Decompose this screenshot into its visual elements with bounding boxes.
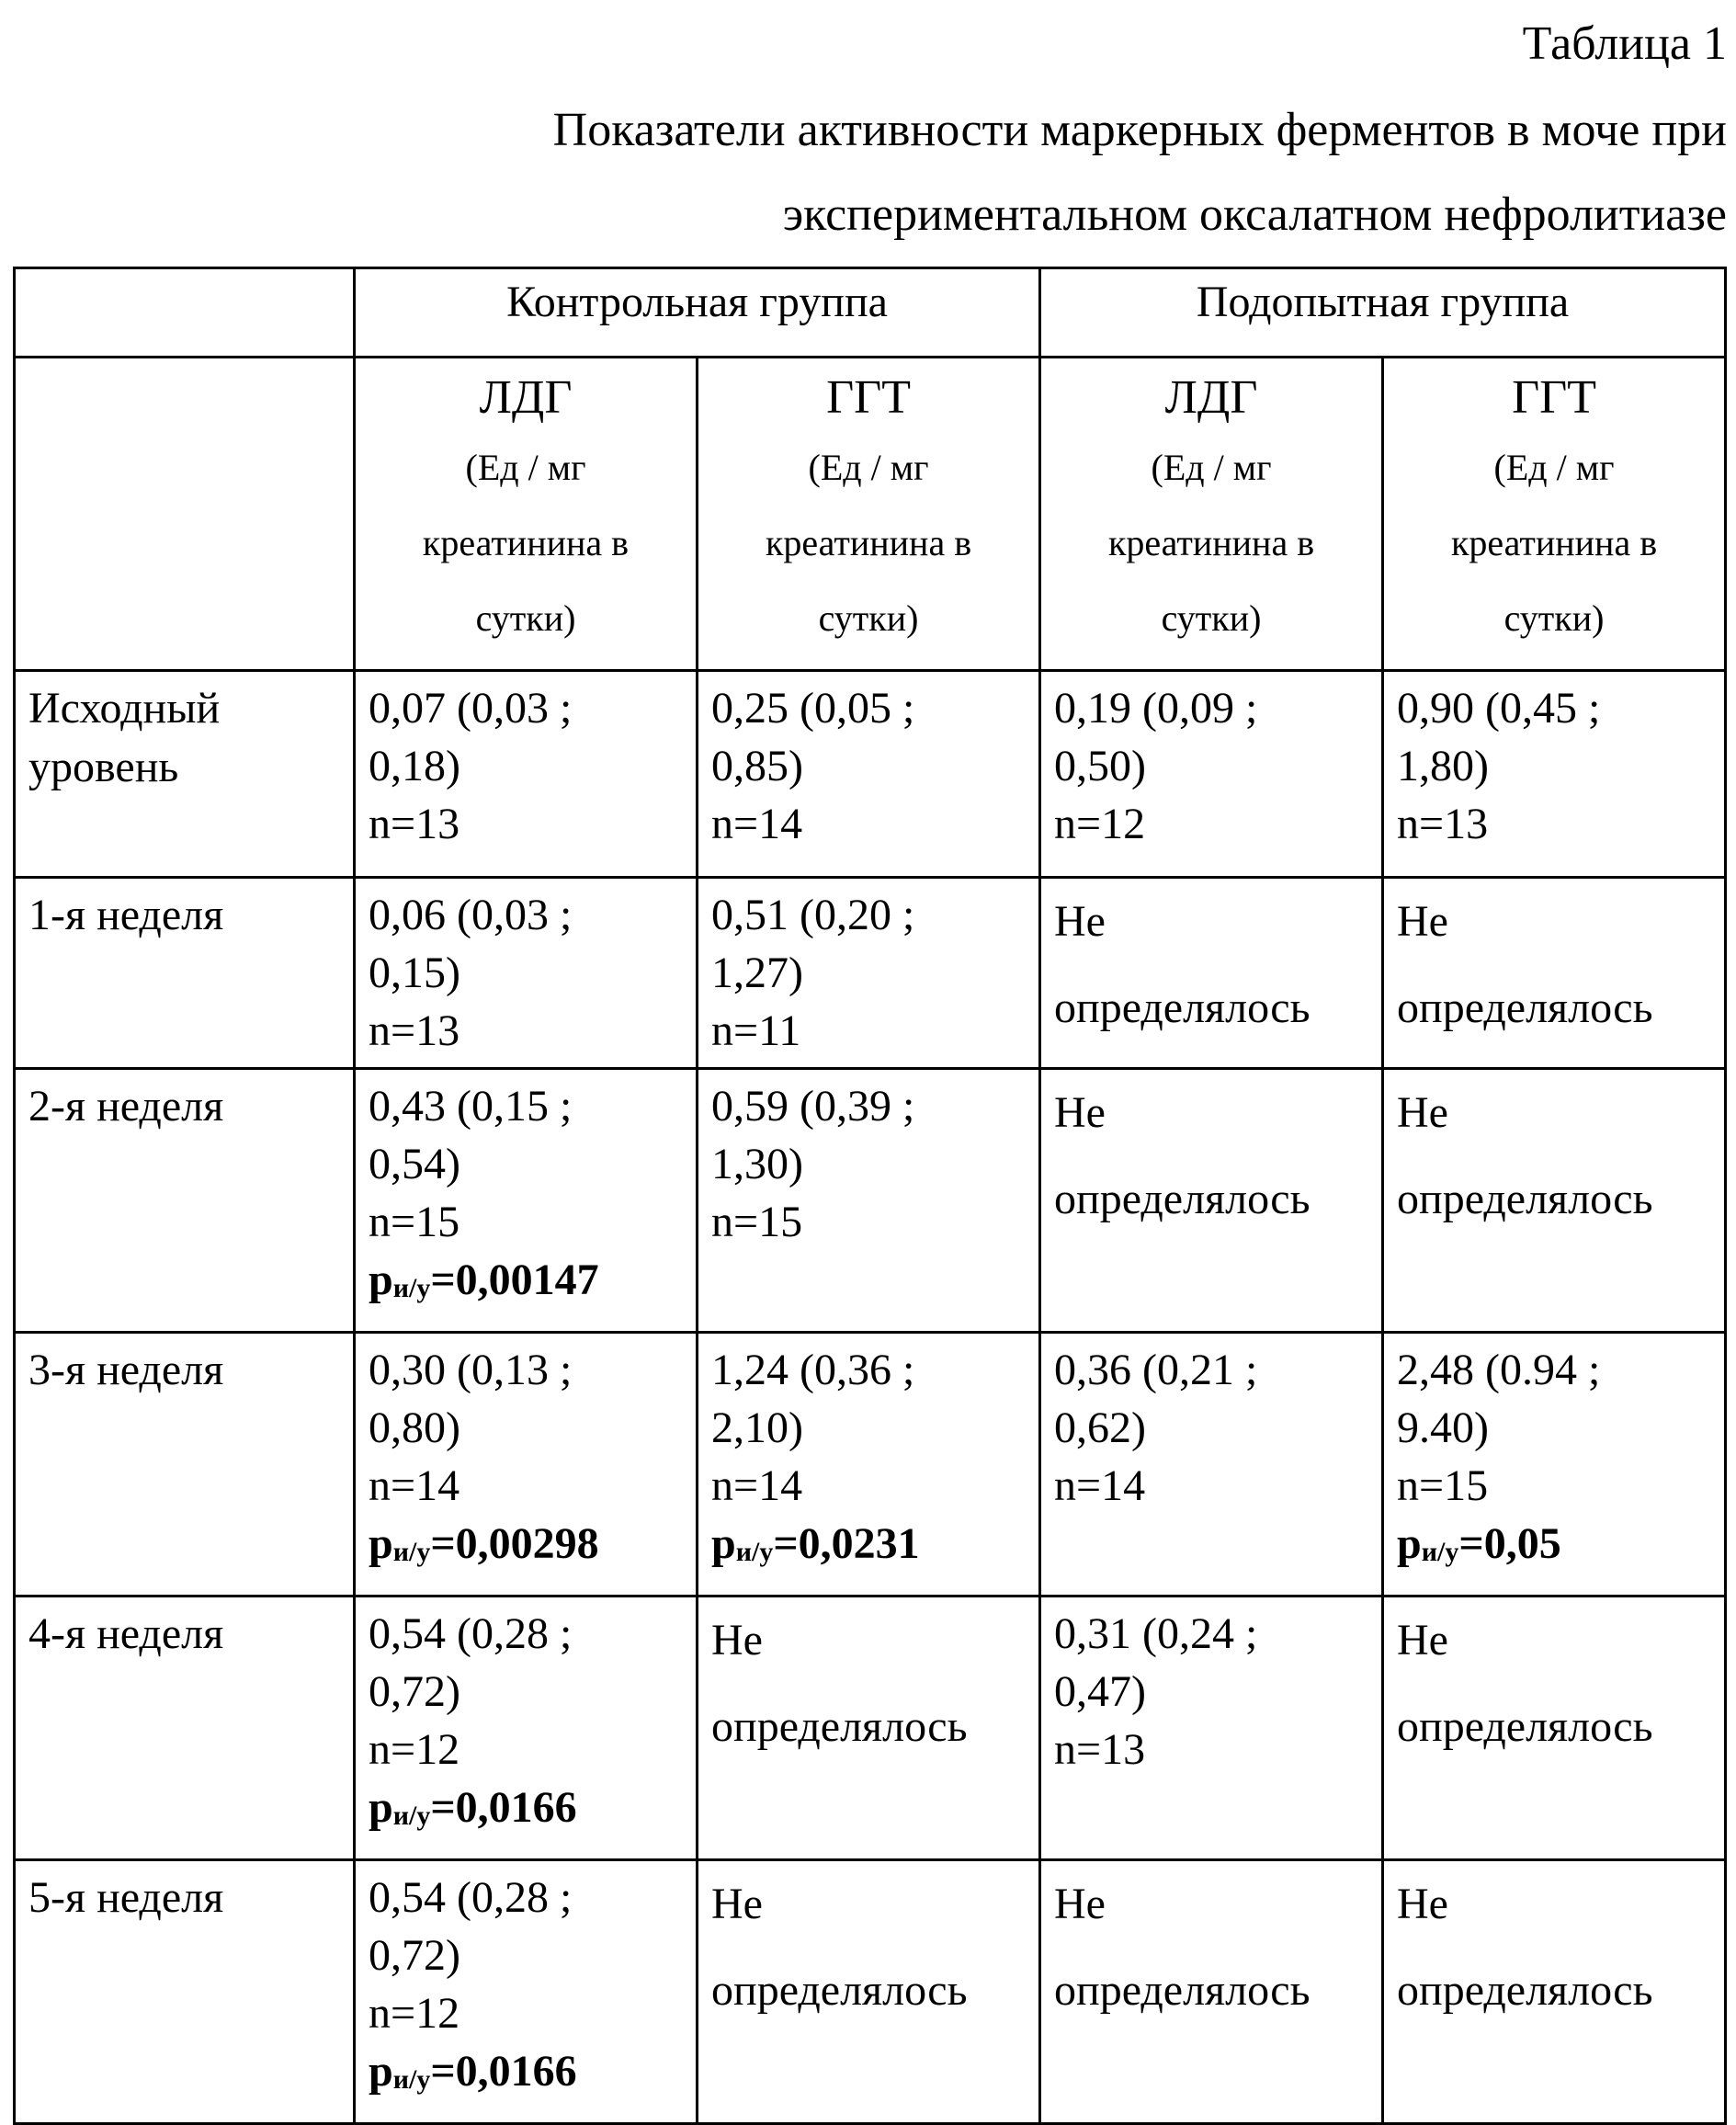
sample-size: n=14 [369, 1461, 460, 1510]
table-cell [1383, 1597, 1726, 1860]
median-range: 0,36 (0,21 ; [1054, 1346, 1258, 1394]
table-cell [1383, 1860, 1726, 2124]
range-end: 0,80) [369, 1403, 460, 1452]
column-header [355, 358, 698, 671]
not-determined-text: Не [1397, 1088, 1448, 1137]
column-unit-line: сутки) [475, 597, 576, 639]
not-determined-text: Не [1054, 897, 1106, 946]
column-unit-line: (Ед / мг [808, 447, 929, 488]
table-cell [1040, 1597, 1383, 1860]
p-subscript: и/у [392, 1273, 431, 1303]
not-determined-text: Не [1054, 1880, 1106, 1928]
p-symbol: p [369, 1256, 393, 1304]
table-row [15, 671, 1726, 878]
p-symbol: p [369, 2047, 393, 2096]
range-end: 0,72) [369, 1667, 460, 1716]
p-value [369, 2042, 683, 2108]
column-unit-line: сутки) [1161, 597, 1262, 639]
p-value [1397, 1515, 1711, 1581]
table-cell [698, 671, 1040, 878]
p-value [711, 1515, 1026, 1581]
table-cell [698, 1860, 1040, 2124]
group-header-row [15, 268, 1726, 358]
table-row [15, 1597, 1726, 1860]
p-value-number: =0,0231 [773, 1519, 920, 1568]
range-end: 0,15) [369, 949, 460, 997]
column-enzyme: ГГТ [1512, 371, 1596, 424]
range-end: 0,54) [369, 1140, 460, 1188]
median-range: 1,24 (0,36 ; [711, 1346, 915, 1394]
column-enzyme: ГГТ [826, 371, 911, 424]
sample-size: n=13 [369, 800, 460, 848]
table-cell [1040, 878, 1383, 1069]
column-enzyme: ЛДГ [479, 371, 573, 424]
p-value [369, 1515, 683, 1581]
row-label-line: уровень [28, 743, 179, 791]
range-end: 0,85) [711, 742, 803, 790]
median-range: 0,25 (0,05 ; [711, 684, 915, 733]
sample-size: n=12 [1054, 800, 1146, 848]
corner-cell [15, 268, 355, 358]
p-symbol: p [369, 1519, 393, 1568]
table-cell [1383, 1069, 1726, 1333]
column-header [1040, 358, 1383, 671]
range-end: 0,72) [369, 1931, 460, 1980]
not-determined-text: определялось [1054, 983, 1311, 1032]
column-unit-line: (Ед / мг [465, 447, 586, 488]
median-range: 0,31 (0,24 ; [1054, 1609, 1258, 1658]
table-title-line-2: экспериментальном оксалатном нефролитиазе [782, 188, 1727, 241]
p-value-number: =0,0166 [430, 1783, 577, 1832]
row-label [15, 671, 355, 878]
range-end: 1,80) [1397, 742, 1489, 790]
not-determined-text: Не [711, 1880, 763, 1928]
sample-size: n=13 [369, 1006, 460, 1055]
sample-size: n=15 [1397, 1461, 1489, 1510]
p-value-number: =0,0166 [430, 2047, 577, 2096]
column-header [698, 358, 1040, 671]
table-cell [1383, 878, 1726, 1069]
column-unit-line: креатинина в [765, 522, 972, 563]
not-determined-text: определялось [1054, 1175, 1311, 1223]
table-cell [355, 1597, 698, 1860]
range-end: 0,18) [369, 742, 460, 790]
table-row [15, 1860, 1726, 2124]
row-label: 3-я неделя [15, 1333, 355, 1597]
median-range: 0,54 (0,28 ; [369, 1609, 573, 1658]
median-range: 0,90 (0,45 ; [1397, 684, 1601, 733]
median-range: 0,30 (0,13 ; [369, 1346, 573, 1394]
sample-size: n=13 [1054, 1725, 1146, 1774]
not-determined-text: определялось [1397, 1175, 1653, 1223]
range-end: 0,47) [1054, 1667, 1146, 1716]
p-value-number: =0,05 [1458, 1519, 1561, 1568]
not-determined-text: определялось [1054, 1966, 1311, 2015]
median-range: 0,06 (0,03 ; [369, 891, 573, 939]
not-determined-text: Не [1397, 1880, 1448, 1928]
p-value [369, 1778, 683, 1845]
median-range: 2,48 (0.94 ; [1397, 1346, 1601, 1394]
p-subscript: и/у [392, 1537, 431, 1567]
table-cell [355, 1069, 698, 1333]
table-cell [355, 1860, 698, 2124]
p-value-number: =0,00147 [430, 1256, 599, 1304]
range-end: 1,30) [711, 1140, 803, 1188]
table-cell [355, 1333, 698, 1597]
table-cell [355, 671, 698, 878]
p-subscript: и/у [1421, 1537, 1459, 1567]
column-enzyme: ЛДГ [1164, 371, 1258, 424]
not-determined-text: определялось [711, 1702, 968, 1751]
range-end: 9.40) [1397, 1403, 1489, 1452]
median-range: 0,54 (0,28 ; [369, 1873, 573, 1922]
column-unit-line: сутки) [818, 597, 919, 639]
column-unit-line: креатинина в [1107, 522, 1315, 563]
sample-size: n=15 [711, 1198, 803, 1246]
sample-size: n=15 [369, 1198, 460, 1246]
not-determined-text: Не [1397, 1616, 1448, 1665]
column-header [1383, 358, 1726, 671]
row-label: 2-я неделя [15, 1069, 355, 1333]
median-range: 0,43 (0,15 ; [369, 1082, 573, 1131]
table-cell [1040, 1860, 1383, 2124]
table-cell [1383, 1333, 1726, 1597]
sample-size: n=14 [711, 800, 803, 848]
not-determined-text: определялось [1397, 1702, 1653, 1751]
p-subscript: и/у [735, 1537, 774, 1567]
sample-size: n=11 [711, 1006, 801, 1055]
range-end: 0,50) [1054, 742, 1146, 790]
p-value [369, 1251, 683, 1317]
not-determined-text: Не [1054, 1088, 1106, 1137]
not-determined-text: определялось [711, 1966, 968, 2015]
not-determined-text: определялось [1397, 1966, 1653, 2015]
column-unit-line: креатинина в [1450, 522, 1658, 563]
table-cell [698, 1597, 1040, 1860]
p-symbol: p [369, 1783, 393, 1832]
column-unit-line: сутки) [1503, 597, 1605, 639]
row-label: 5-я неделя [15, 1860, 355, 2124]
column-unit-line: (Ед / мг [1151, 447, 1272, 488]
table-number: Таблица 1 [1522, 17, 1727, 70]
median-range: 0,19 (0,09 ; [1054, 684, 1258, 733]
table-cell [1383, 671, 1726, 878]
group-header-control: Контрольная группа [355, 268, 1040, 358]
not-determined-text: Не [1397, 897, 1448, 946]
table-cell [1040, 671, 1383, 878]
p-symbol: p [711, 1519, 736, 1568]
not-determined-text: Не [711, 1616, 763, 1665]
range-end: 0,62) [1054, 1403, 1146, 1452]
row-label: 4-я неделя [15, 1597, 355, 1860]
table-cell [1040, 1069, 1383, 1333]
column-unit-line: креатинина в [422, 522, 630, 563]
p-symbol: p [1397, 1519, 1422, 1568]
table-cell [1040, 1333, 1383, 1597]
enzyme-activity-table [13, 267, 1727, 2125]
table-row [15, 1333, 1726, 1597]
corner-cell-lower [15, 358, 355, 671]
range-end: 1,27) [711, 949, 803, 997]
range-end: 2,10) [711, 1403, 803, 1452]
sample-size: n=12 [369, 1989, 460, 2038]
table-cell [698, 1333, 1040, 1597]
group-header-experimental: Подопытная группа [1040, 268, 1726, 358]
table-row [15, 878, 1726, 1069]
p-subscript: и/у [392, 2064, 431, 2095]
sample-size: n=13 [1397, 800, 1489, 848]
sample-size: n=14 [711, 1461, 803, 1510]
table-cell [698, 1069, 1040, 1333]
row-label: 1-я неделя [15, 878, 355, 1069]
median-range: 0,51 (0,20 ; [711, 891, 915, 939]
p-value-number: =0,00298 [430, 1519, 599, 1568]
table-row [15, 1069, 1726, 1333]
table-cell [355, 878, 698, 1069]
table-title-line-1: Показатели активности маркерных ферментов в моче при [552, 104, 1727, 156]
sample-size: n=14 [1054, 1461, 1146, 1510]
table-cell [698, 878, 1040, 1069]
sample-size: n=12 [369, 1725, 460, 1774]
row-label-line: Исходный [28, 684, 221, 733]
median-range: 0,59 (0,39 ; [711, 1082, 915, 1131]
median-range: 0,07 (0,03 ; [369, 684, 573, 733]
p-subscript: и/у [392, 1801, 431, 1831]
not-determined-text: определялось [1397, 983, 1653, 1032]
column-unit-line: (Ед / мг [1493, 447, 1615, 488]
column-header-row [15, 358, 1726, 671]
